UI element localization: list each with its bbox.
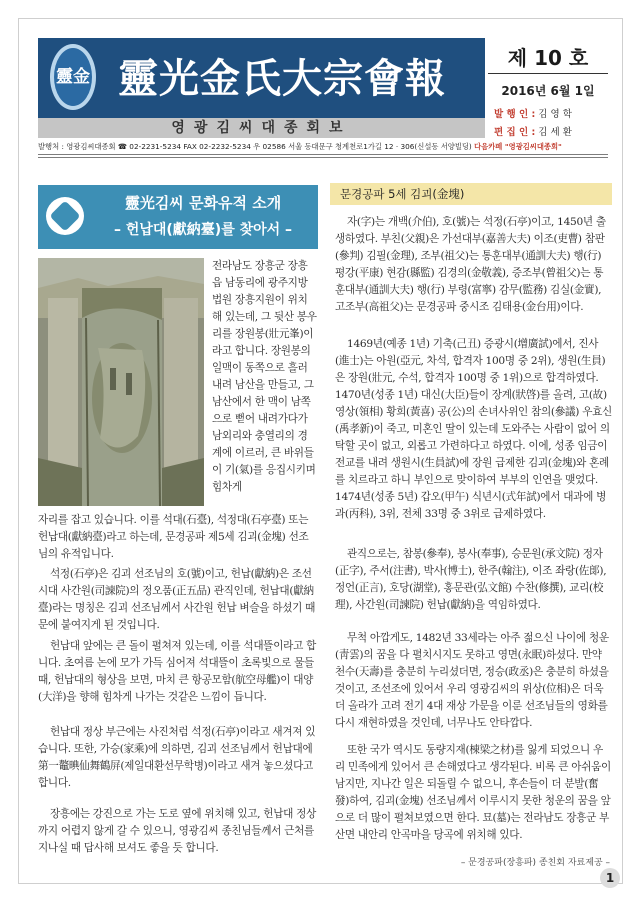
cafe-link[interactable]: 다음카페 "영광김씨대종회": [474, 142, 562, 151]
bio-para-5-text: 또한 국가 역시도 동량지재(棟梁之材)를 잃게 되었으니 우리 민족에게 있어서 큰 손해였다고 생각된다. 비록 큰 아쉬움이 남지만, 지나간 일은 되돌릴 수 없으니, 후손들이 더 분발(奮發)하여, 김괴(金塊) 선조님께서 이루시지 못한 청운의 꿈을 앞으로 더 많이 펼쳐보였으면 한다. 묘(墓)는 전라남도 장흥군 부산면 내안리 안곡마을 당곡에 위치해 있다.: [335, 744, 611, 841]
publisher-label: 발 행 인 :: [494, 109, 536, 120]
bio-para-2: [335, 336, 612, 523]
bio-para-4: [335, 630, 612, 732]
article-para-3: [38, 638, 318, 706]
bio-para-2-text: 1469년(예종 1년) 기축(己丑) 증광시(增廣試)에서, 진사(進士)는 아원(亞元, 차석, 합격자 100명 중 2위), 생원(生員)은 장원(壯元, 수석, 합격자 100명 중 1위)으로 합격하였다. 1470년(성종 1년) 대신(大臣)들이 장계(狀啓)를 올려, 고(故) 영상(領相) 황희(黃喜) 공(公)의 손녀사위인 참의(參議) 우효신(禹孝新)이 죽고, 미혼인 딸이 있는데 도와주는 사람이 없어 의탁할 곳이 없고, 외롭고 가련하다고 하였다. 이에, 성종 임금이 전교를 내려 생원시(生員試)에 장원 급제한 김괴(金塊)와 혼례를 치르라고 하니 부인으로 맞이하여 부부의 인연을 맺었다. 1474년(성종 5년) 갑오(甲午) 식년시(式年試)에서 대과에 병과(丙科), 3위, 전체 33명 중 3위로 급제하였다.: [335, 338, 612, 520]
article-intro-text: 전라남도 장흥군 장흥읍 남동리에 광주지방법원 장흥지원이 위치해 있는데, 그 뒷산 봉우리를 장원봉(壯元峯)이라고 합니다. 장원봉의 일맥이 동쪽으로 흘러 내려 남산을 만들고, 그 남산에서 한 맥이 남쪽으로 뻗어 내려가다가 남외리와 충열리의 경계에 이르러, 큰 바위들이 기(氣)를 응집시키며 힘차게: [212, 260, 317, 493]
article-para-1: [38, 512, 318, 563]
article-para-5-text: 장흥에는 강진으로 가는 도로 옆에 위치해 있고, 헌납대 정상까지 어렵지 않게 갈 수 있으니, 영광김씨 종친님들께서 근처를 지나실 때 답사해 보셔도 좋을 듯 합니다.: [38, 808, 317, 854]
issue-date: 2016년 6월 1일: [501, 84, 595, 98]
page-number: 1: [600, 868, 620, 888]
emblem-logo: [50, 44, 96, 110]
article-intro-wrapped: [212, 258, 317, 496]
bio-para-1: [335, 214, 612, 316]
article-para-4-text: 헌납대 정상 부근에는 사진처럼 석정(石亭)이라고 새겨져 있습니다. 또한, 가승(家乘)에 의하면, 김괴 선조님께서 헌납대에 第一鼇晪仙舞鶴屏(제일대환선무학병)이라고 새겨 놓으셨다고 합니다.: [38, 726, 316, 789]
publisher-name: 김 영 학: [538, 109, 572, 120]
publisher-info-line: [38, 140, 608, 154]
editor-label: 편 집 인 :: [494, 127, 536, 138]
bio-para-1-text: 자(字)는 개백(介伯), 호(號)는 석정(石亭)이고, 1450년 출생하였다. 부친(父親)은 가선대부(嘉善大夫) 이조(吏曹) 참판(參判) 김필(金理), 조부(祖父)는 통훈대부(通訓大夫) 행(行) 평강(平康) 현감(縣監) 김경의(金敬義), 증조부(曾祖父)는 통훈대부(通訓大夫) 행(行) 부령(富寧) 감무(監務) 김실(金實), 고조부(高祖父)는 문경공파 중시조 김태용(金台用)이다.: [335, 216, 606, 313]
section-banner: [38, 185, 318, 249]
flower-icon: [46, 197, 84, 235]
issue-number: 제 10 호: [507, 46, 589, 70]
header-rule: [38, 154, 608, 155]
header-rule-2: [38, 157, 608, 158]
emblem-text: 靈金: [54, 48, 92, 106]
article-para-1-text: 자리를 잡고 있습니다. 이를 석대(石臺), 석정대(石亭臺) 또는 헌납대(獻納臺)라고 하는데, 문경공파 제5세 김괴(金塊) 선조님의 유적입니다.: [38, 514, 309, 560]
flower-icon-center: [49, 200, 80, 231]
article-para-2: [38, 566, 318, 634]
issue-divider: [488, 73, 608, 74]
rock-photo-illustration: [38, 258, 204, 506]
bio-para-4-text: 무척 아깝게도, 1482년 33세라는 아주 젊으신 나이에 청운(靑雲)의 꿈을 다 펼치시지도 못하고 영면(永眠)하셨다. 만약 천수(天壽)를 충분히 누리셨더면, 정승(政丞)은 충분히 하셨을 것이고, 조선조에 있어서 우리 영광김씨의 위상(位相)은 더욱 더 올라가 고려 전기 4대 재상 가문을 이룬 선조님들의 영화를 다시 재현하였을 것인데, 너무나도 안타깝다.: [335, 632, 609, 729]
article-para-3-text: 헌납대 앞에는 큰 돌이 펼쳐져 있는데, 이를 석대뜰이라고 합니다. 초여름 논에 모가 가득 심어져 석대뜰이 초록빛으로 물들 때, 헌납대의 형상을 보면, 마치 큰 항공모함(航空母艦)이 대양(大洋)을 향해 힘차게 나가는 것같은 느낌이 듭니다.: [38, 640, 317, 703]
issue-box: [488, 38, 608, 138]
article-para-5: [38, 806, 318, 857]
publisher: [494, 106, 608, 120]
newspaper-title: 靈光金氏大宗會報: [118, 55, 446, 102]
biography-heading-box: [330, 183, 612, 205]
article-para-2-text: 석정(石亭)은 김괴 선조님의 호(號)이고, 헌납(獻納)은 조선시대 사간원(司諫院)의 정오품(正五品) 관직인데, 헌납대(獻納臺)라는 명칭은 김괴 선조님께서 사간원 헌납 벼슬을 하셨기 때문에 붙여지게 된 것입니다.: [38, 568, 316, 631]
publisher-contact: 발행처 : 영광김씨대종회 ☎ 02-2231-5234 FAX 02-2232-5234 우 02586 서울 동대문구 청계천로1가길 12 · 306(신설동 서양빌딩): [38, 142, 472, 151]
bio-para-5: [335, 742, 612, 844]
bio-para-3-text: 관직으로는, 참봉(參奉), 봉사(奉事), 승문원(承文院) 정자(正字), 주서(注書), 박사(博士), 한주(翰注), 이조 좌랑(佐郞), 정언(正言), 호당(湖堂), 홍문관(弘文館) 수찬(修撰), 교리(校理), 사간원(司諫院) 헌납(獻納)을 역임하였다.: [335, 548, 607, 611]
subtitle-band: [38, 118, 485, 138]
editor-name: 김 세 환: [538, 127, 572, 138]
newspaper-subtitle: 영광김씨대종회보: [171, 120, 352, 136]
bio-para-3: [335, 546, 612, 614]
editor: [494, 124, 608, 138]
article-para-4: [38, 724, 318, 792]
section-subtitle: – 헌납대(獻納臺)를 찾아서 –: [113, 222, 293, 238]
source-credit: – 문경공파(장흥파) 종친회 자료제공 –: [460, 858, 610, 868]
heonnapdae-photo: [38, 258, 204, 506]
section-title: 靈光김씨 문화유적 소개: [124, 194, 282, 212]
biography-heading: 문경공파 5세 김괴(金塊): [340, 187, 465, 201]
